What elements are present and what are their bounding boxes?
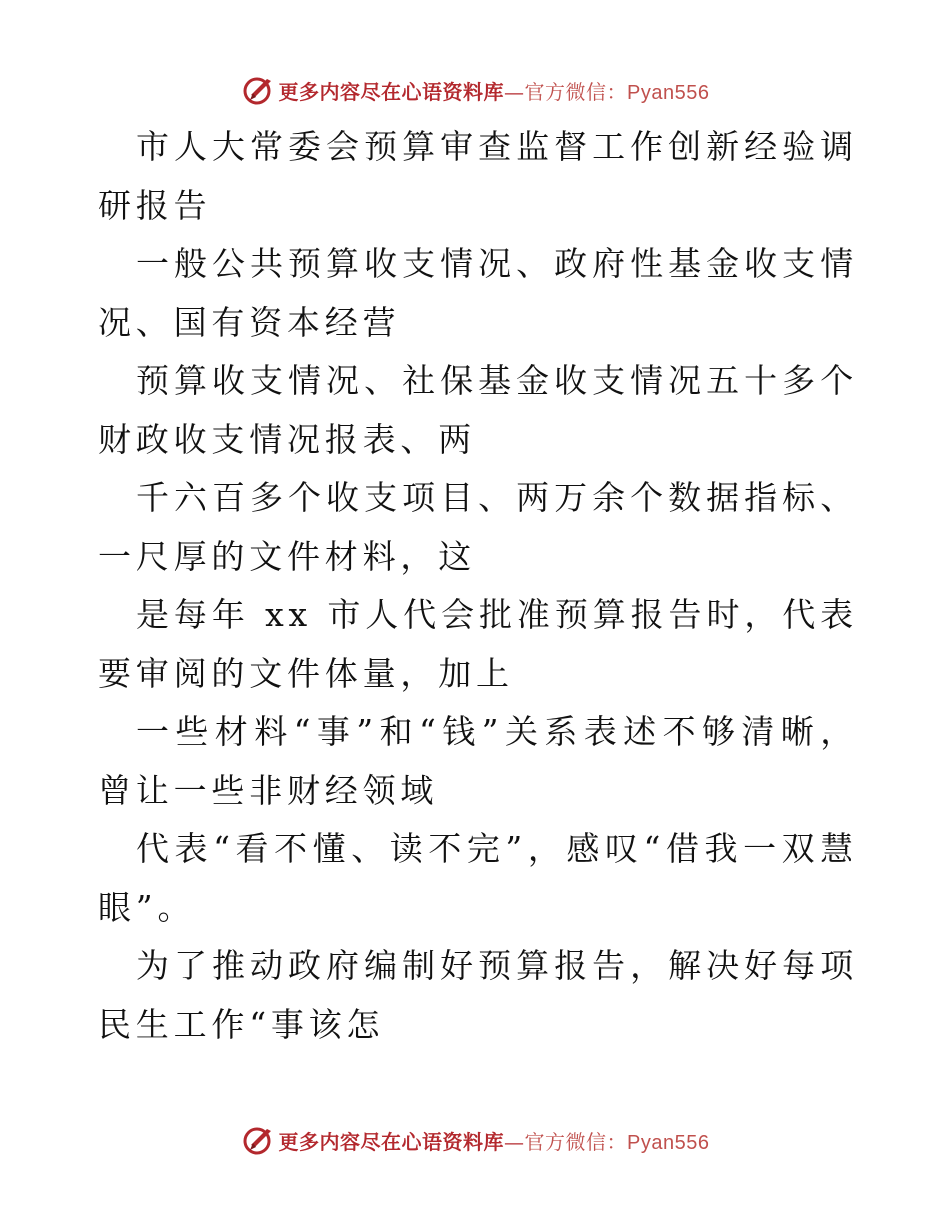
paragraph-1: 市人大常委会预算审查监督工作创新经验调研报告 xyxy=(98,127,858,225)
document-body xyxy=(98,118,858,1054)
paragraph-2: 一般公共预算收支情况、政府性基金收支情况、国有资本经营 xyxy=(98,244,858,342)
header-banner-text xyxy=(279,76,710,105)
header-banner-main: 更多内容尽在心语资料库 xyxy=(278,79,505,104)
footer-banner-text xyxy=(279,1126,710,1155)
paragraph-7: 代表“看不懂、读不完”，感叹“借我一双慧眼”。 xyxy=(98,829,858,927)
footer-banner-main: 更多内容尽在心语资料库 xyxy=(278,1129,505,1154)
paragraph-3: 预算收支情况、社保基金收支情况五十多个财政收支情况报表、两 xyxy=(98,361,858,459)
footer-banner-wechat-id: Pyan556 xyxy=(627,1131,710,1154)
header-banner-separator: — xyxy=(504,79,525,104)
quill-pen-logo-icon xyxy=(241,1123,275,1157)
footer-banner xyxy=(0,1120,950,1160)
header-banner xyxy=(0,70,950,110)
footer-banner-separator: — xyxy=(504,1129,525,1154)
quill-pen-logo-icon xyxy=(241,73,275,107)
header-banner-wechat-id: Pyan556 xyxy=(627,81,710,104)
footer-banner-wechat-label: 官方微信： xyxy=(524,1129,628,1154)
header-banner-wechat-label: 官方微信： xyxy=(524,79,628,104)
paragraph-8: 为了推动政府编制好预算报告，解决好每项民生工作“事该怎 xyxy=(98,946,858,1044)
paragraph-6: 一些材料“事”和“钱”关系表述不够清晰，曾让一些非财经领域 xyxy=(98,712,858,810)
paragraph-5: 是每年 xx 市人代会批准预算报告时，代表要审阅的文件体量，加上 xyxy=(98,595,858,693)
paragraph-4: 千六百多个收支项目、两万余个数据指标、一尺厚的文件材料，这 xyxy=(98,478,858,576)
